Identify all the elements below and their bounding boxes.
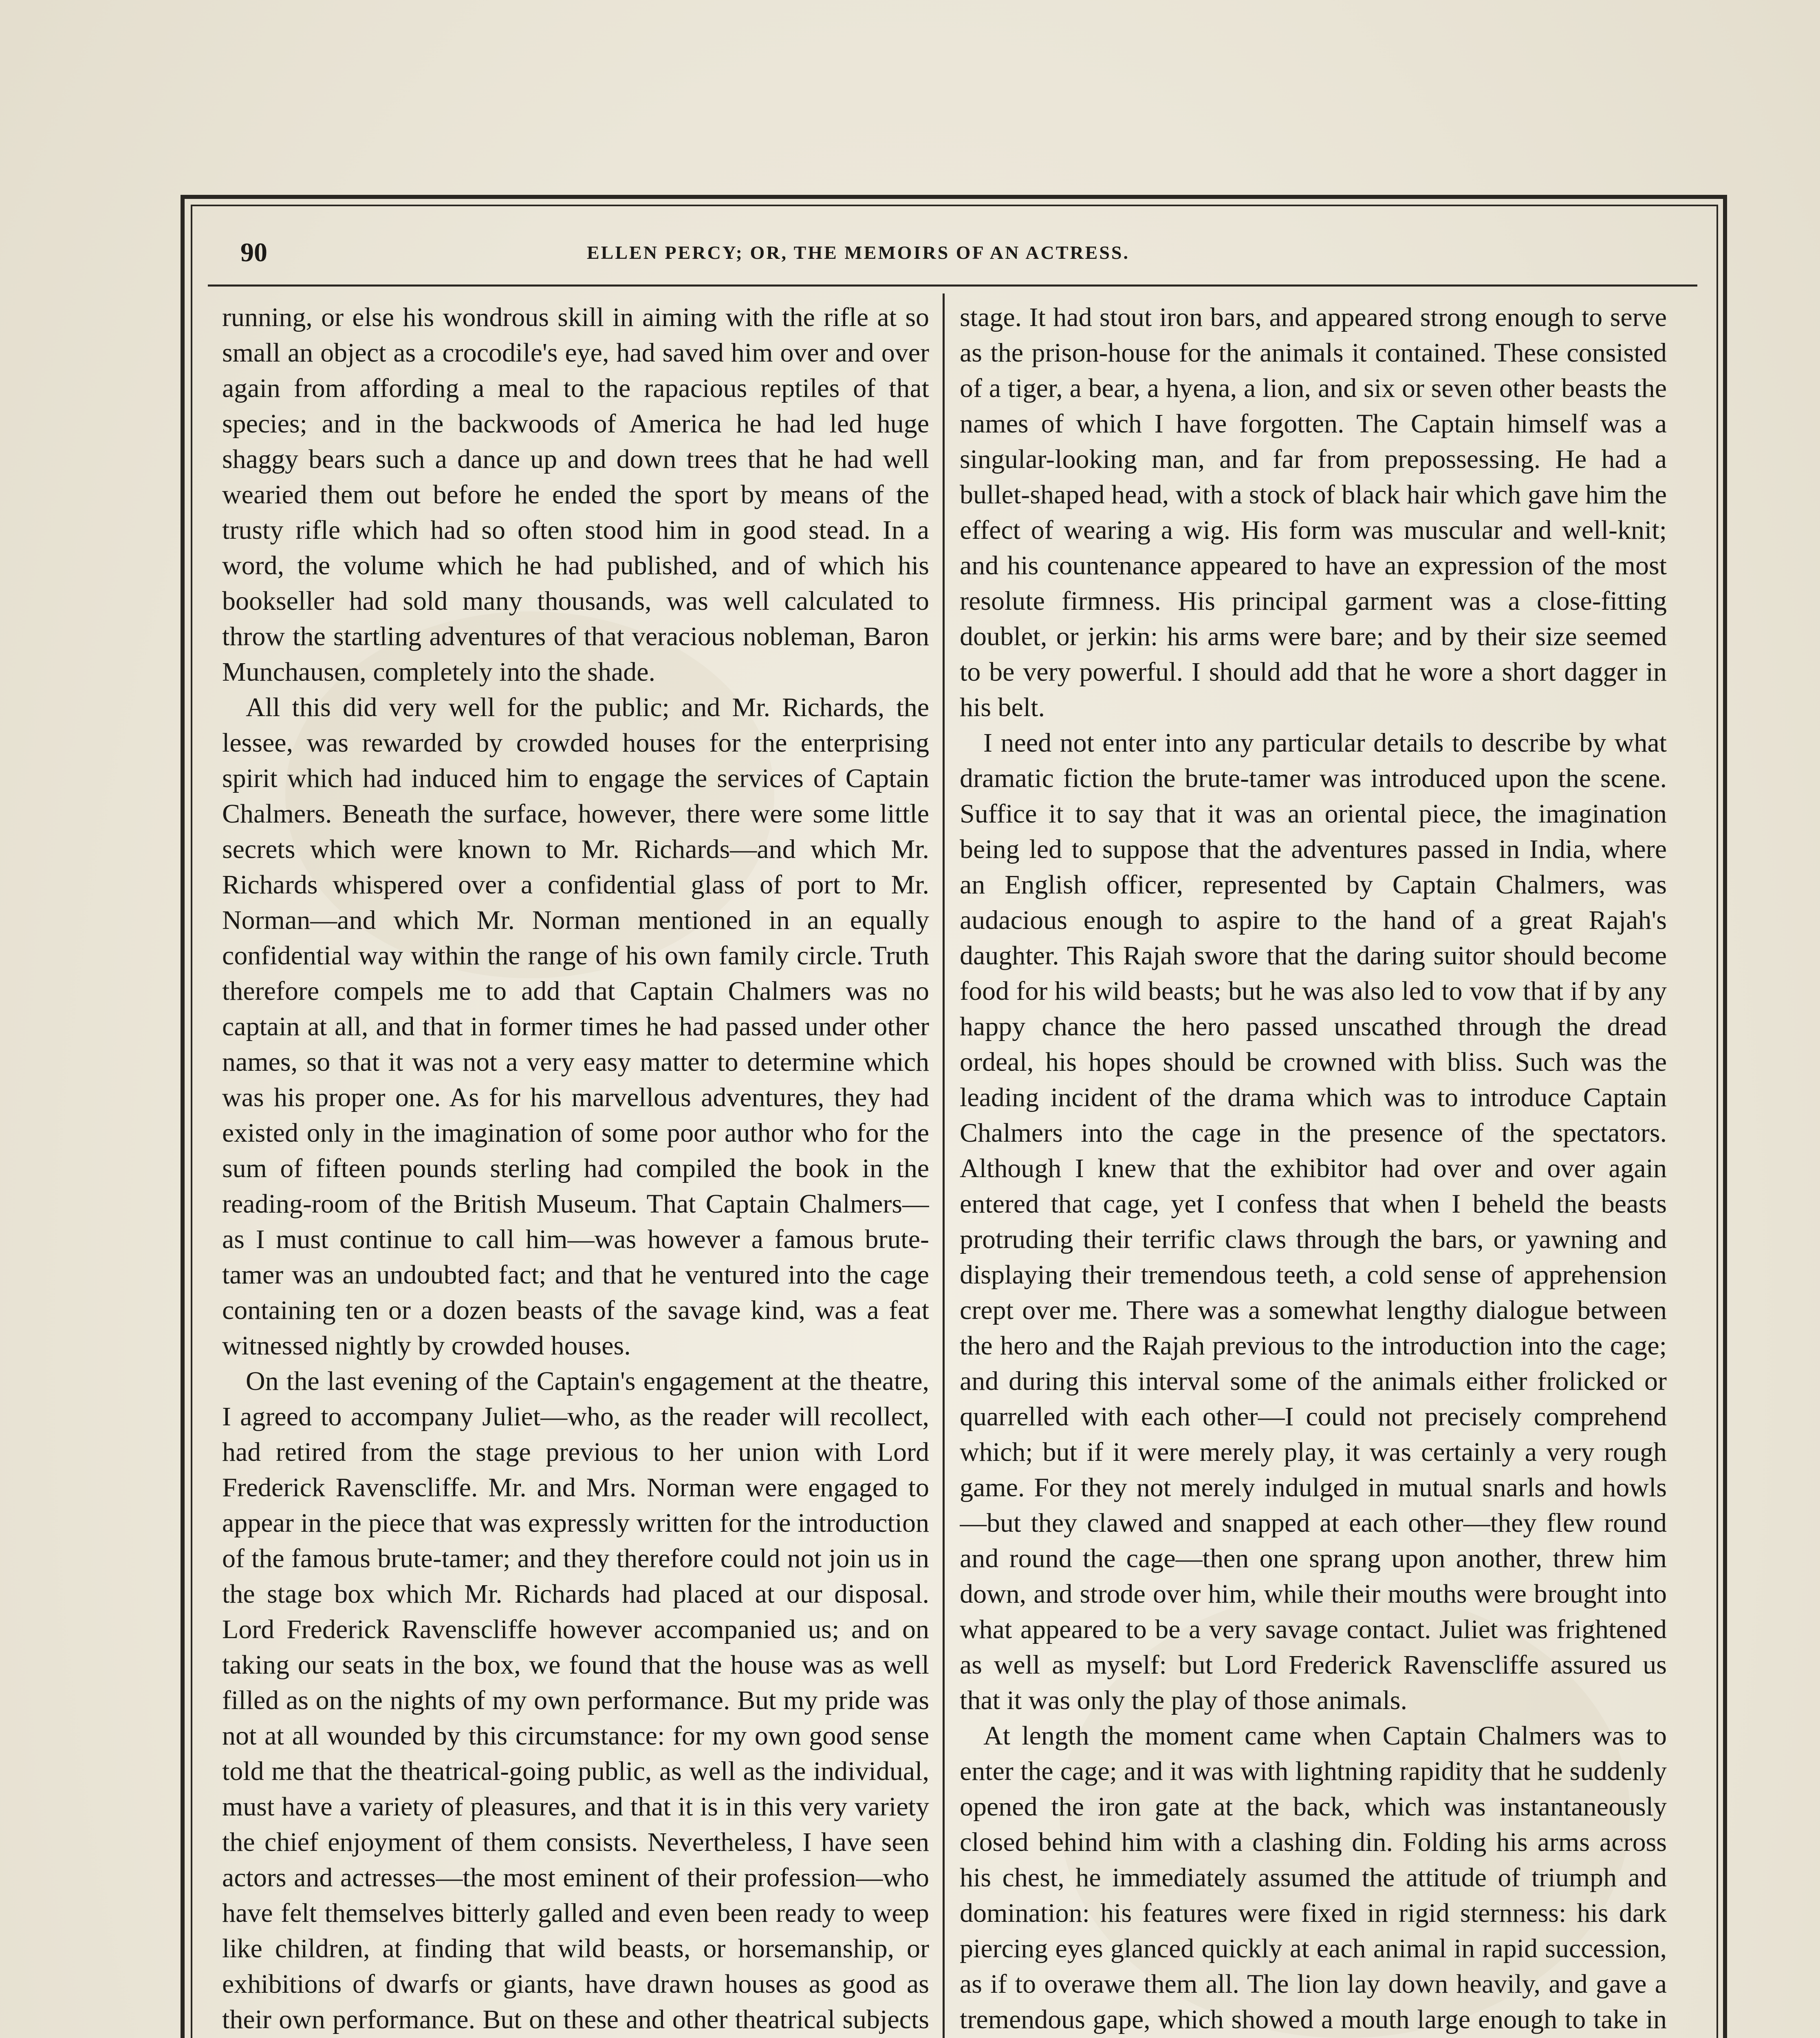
paragraph: All this did very well for the public; and Mr. Richards, the lessee, was rewarded by crowded houses for the enterprising spirit which had induced him to engage the services of Captain Chalmers. Beneath the surface, however, there were some little secrets which were known to Mr. Richards—and which Mr. Richards whispered over a confidential glass of port to Mr. Norman—and which Mr. Norman mentioned in an equally confidential way within the range of his own family circle. Truth therefore compels me to add that Captain Chalmers was no captain at all, and that in former times he had passed under other names, so that it was not a very easy matter to determine which was his proper one. As for his marvellous adventures, they had existed only in the imagination of some poor author who for the sum of fifteen pounds sterling had compiled the book in the reading-room of the British Museum. That Captain Chalmers—as I must continue to call him—was however a famous brute-tamer was an undoubted fact; and that he ventured into the cage containing ten or a dozen beasts of the savage kind, was a feat witnessed nightly by crowded houses. [222,693,929,1361]
page-number: 90 [240,238,267,267]
paragraph: I need not enter into any particular details to describe by what dramatic fiction the brute-tamer was introduced upon the scene. Suffice it to say that it was an oriental piece, the imagination being led to suppose that the adventures passed in India, where an English officer, represented by Captain Chalmers, was audacious enough to aspire to the hand of a great Rajah's daughter. This Rajah swore that the daring suitor should become food for his wild beasts; but he was also led to vow that if by any happy chance the hero passed unscathed through the dread ordeal, his hopes should be crowned with bliss. Such was the leading incident of the drama which was to introduce Captain Chalmers into the cage in the presence of the spectators. Although I knew that the exhibitor had over and over again entered that cage, yet I confess that when I beheld the beasts protruding their terrific claws through the bars, or yawning and displaying their tremendous teeth, a cold sense of apprehension crept over me. There was a somewhat lengthy dialogue between the hero and the Rajah previous to the introduction into the cage; and during this interval some of the animals either frolicked or quarrelled with each other—I could not precisely comprehend which; but if it were merely play, it was certainly a very rough game. For they not merely indulged in mutual snarls and howls—but they clawed and snapped at each other—they flew round and round the cage—then one sprang upon another, threw him down, and strode over him, while their mouths were brought into what appeared to be a very savage contact. Juliet was frightened as well as myself: but Lord Frederick Ravenscliffe assured us that it was only the play of those animals. [960,728,1667,1715]
column-divider [943,293,945,2038]
running-head: ELLEN PERCY; OR, THE MEMOIRS OF AN ACTRESS. [587,242,1130,263]
page-header [240,234,1703,271]
left-column [222,300,929,2038]
right-column [960,300,1667,2038]
paragraph: On the last evening of the Captain's engagement at the theatre, I agreed to accompany Juliet—who, as the reader will recollect, had retired from the stage previous to her union with Lord Frederick Ravenscliffe. Mr. and Mrs. Norman were engaged to appear in the piece that was expressly written for the introduction of the famous brute-tamer; and they therefore could not join us in the stage box which Mr. Richards had placed at our disposal. Lord Frederick Ravenscliffe however accompanied us; and on taking our seats in the box, we found that the house was as well filled as on the nights of my own performance. But my pride was not at all wounded by this circumstance: for my own good sense told me that the theatrical-going public, as well as the individual, must have a variety of pleasures, and that it is in this very variety the chief enjoyment of them consists. Nevertheless, I have seen actors and actresses—the most eminent of their profession—who have felt themselves bitterly galled and even been ready to weep like children, at finding that wild beasts, or horsemanship, or exhibitions of dwarfs or giants, have drawn houses as good as their own performance. But on these and other theatrical subjects [222,1366,929,2034]
paragraph: stage. It had stout iron bars, and appeared strong enough to serve as the prison-house for the animals it contained. These consisted of a tiger, a bear, a hyena, a lion, and six or seven other beasts the names of which I have forgotten. The Captain himself was a singular-looking man, and far from prepossessing. He had a bullet-shaped head, with a stock of black hair which gave him the effect of wearing a wig. His form was muscular and well-knit; and his countenance appeared to have an expression of the most resolute firmness. His principal garment was a close-fitting doublet, or jerkin: his arms were bare; and by their size seemed to be very powerful. I should add that he wore a short dagger in his belt. [960,302,1667,722]
header-rule [208,285,1697,287]
paragraph: running, or else his wondrous skill in aiming with the rifle at so small an object as a crocodile's eye, had saved him over and over again from affording a meal to the rapacious reptiles of that species; and in the backwoods of America he had led huge shaggy bears such a dance up and down trees that he had well wearied them out before he ended the sport by means of the trusty rifle which had so often stood him in good stead. In a word, the volume which he had published, and of which his bookseller had sold many thousands, was well calculated to throw the startling adventures of that veracious nobleman, Baron Munchausen, completely into the shade. [222,302,929,687]
paragraph: At length the moment came when Captain Chalmers was to enter the cage; and it was with lightning rapidity that he suddenly opened the iron gate at the back, which was instantaneously closed behind him with a clashing din. Folding his arms across his chest, he immediately assumed the attitude of triumph and domination: his features were fixed in rigid sternness: his dark piercing eyes glanced quickly at each animal in rapid succession, as if to overawe them all. The lion lay down heavily, and gave a tremendous gape, which showed a mouth large enough to take in [960,1721,1667,2034]
